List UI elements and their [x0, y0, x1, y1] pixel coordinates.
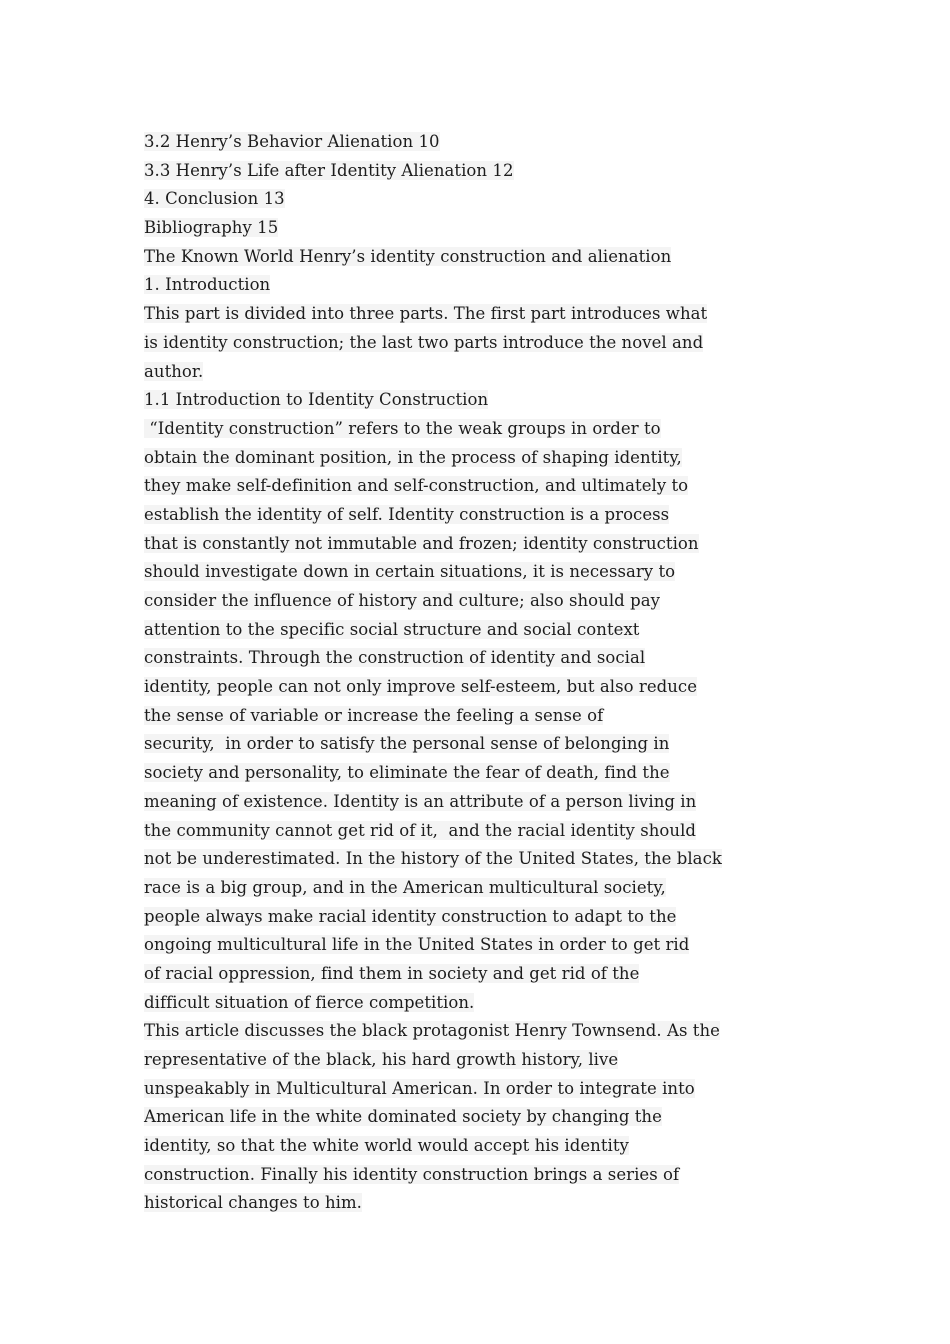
- paragraph-line: establish the identity of self. Identity construction is a process: [144, 504, 670, 524]
- section-heading-introduction: 1. Introduction: [144, 275, 271, 295]
- paragraph-line: This article discusses the black protagonist Henry Townsend. As the: [144, 1021, 720, 1041]
- paragraph-line: they make self-definition and self-construction, and ultimately to: [144, 476, 689, 496]
- document-title: The Known World Henry’s identity construction and alienation: [144, 246, 672, 266]
- paragraph-line: ongoing multicultural life in the United States in order to get rid: [144, 935, 690, 955]
- paragraph-line: unspeakably in Multicultural American. In order to integrate into: [144, 1078, 695, 1098]
- paragraph-line: construction. Finally his identity construction brings a series of: [144, 1164, 680, 1184]
- paragraph-line: society and personality, to eliminate the fear of death, find the: [144, 763, 670, 783]
- paragraph-line: that is constantly not immutable and frozen; identity construction: [144, 533, 699, 553]
- paragraph-line: not be underestimated. In the history of the United States, the black: [144, 849, 722, 869]
- paragraph-line: of racial oppression, find them in society and get rid of the: [144, 963, 640, 983]
- paragraph-line: historical changes to him.: [144, 1193, 362, 1213]
- paragraph-line: author.: [144, 361, 204, 381]
- paragraph-line: should investigate down in certain situations, it is necessary to: [144, 562, 676, 582]
- paragraph-line: representative of the black, his hard growth history, live: [144, 1050, 619, 1069]
- subsection-heading-1-1: 1.1 Introduction to Identity Construction: [144, 390, 489, 410]
- paragraph-line: the community cannot get rid of it, and the racial identity should: [144, 820, 697, 840]
- paragraph-line: is identity construction; the last two parts introduce the novel and: [144, 332, 704, 352]
- paragraph-line: difficult situation of fierce competition.: [144, 992, 475, 1012]
- paragraph-line: the sense of variable or increase the feeling a sense of: [144, 705, 604, 725]
- paragraph-line: security, in order to satisfy the personal sense of belonging in: [144, 734, 670, 754]
- toc-entry-4: 4. Conclusion 13: [144, 189, 285, 209]
- toc-entry-3-3: 3.3 Henry’s Life after Identity Alienation 12: [144, 160, 514, 180]
- paragraph-line: American life in the white dominated society by changing the: [144, 1107, 662, 1127]
- paragraph-line: consider the influence of history and culture; also should pay: [144, 591, 660, 610]
- paragraph-line: “Identity construction” refers to the weak groups in order to: [144, 418, 661, 438]
- document-body: [144, 128, 824, 1218]
- toc-entry-bibliography: Bibliography 15: [144, 218, 279, 238]
- paragraph-line: constraints. Through the construction of identity and social: [144, 648, 646, 668]
- paragraph-line: obtain the dominant position, in the process of shaping identity,: [144, 447, 682, 467]
- paragraph-line: This part is divided into three parts. The first part introduces what: [144, 304, 708, 324]
- toc-entry-3-2: 3.2 Henry’s Behavior Alienation 10: [144, 132, 440, 151]
- paragraph-line: attention to the specific social structure and social context: [144, 619, 640, 639]
- paragraph-line: people always make racial identity construction to adapt to the: [144, 906, 677, 926]
- paragraph-line: race is a big group, and in the American multicultural society,: [144, 877, 666, 897]
- paragraph-line: meaning of existence. Identity is an attribute of a person living in: [144, 791, 697, 811]
- paragraph-line: identity, so that the white world would accept his identity: [144, 1136, 629, 1156]
- paragraph-line: identity, people can not only improve self-esteem, but also reduce: [144, 677, 698, 697]
